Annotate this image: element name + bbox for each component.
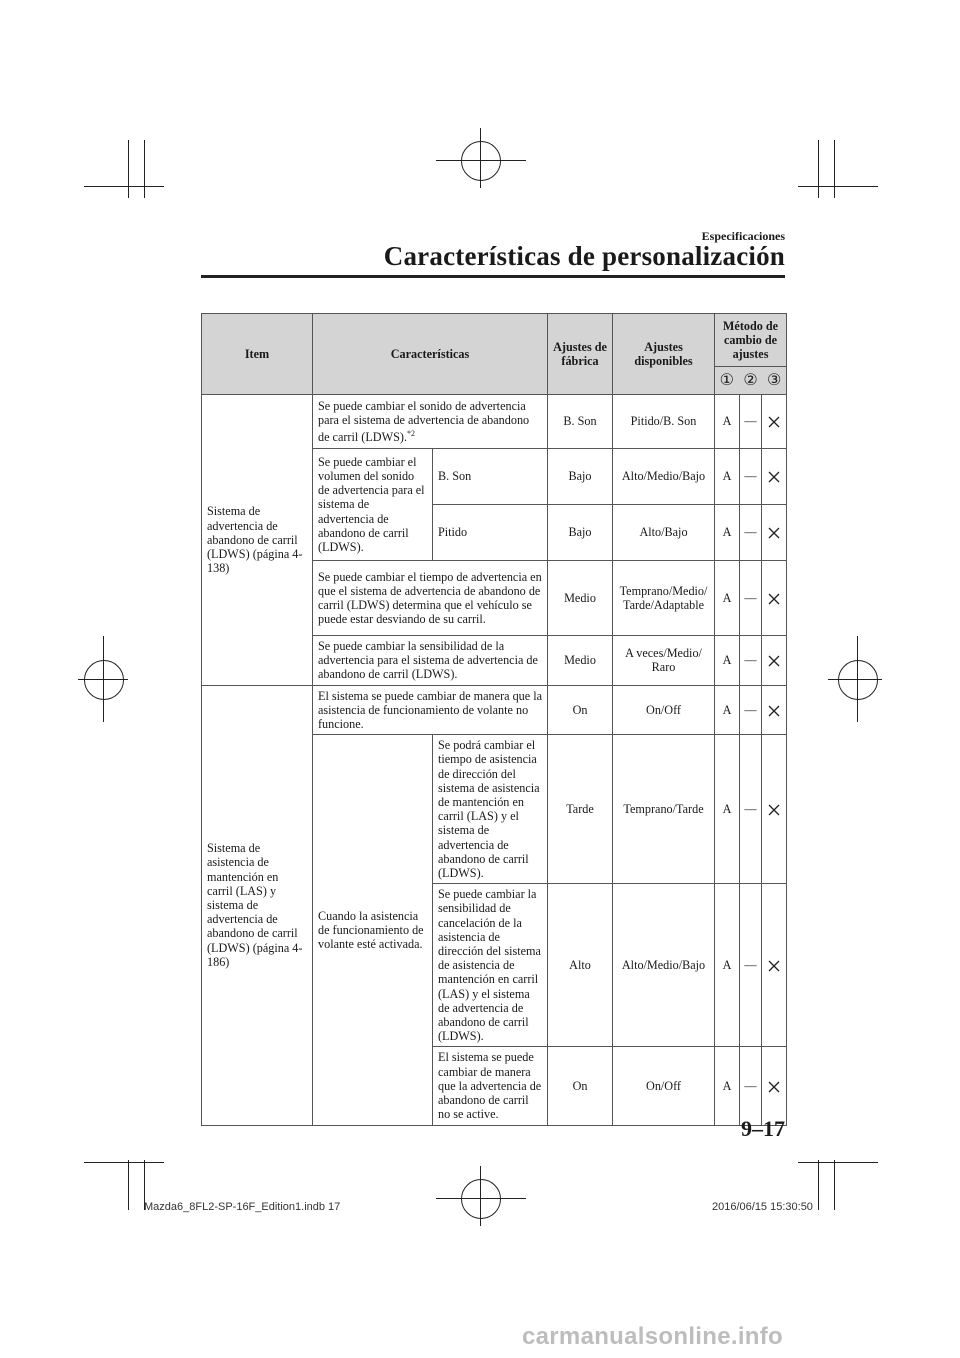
header-factory: Ajustes de fábrica	[548, 314, 613, 395]
method-col-2: ②	[743, 371, 758, 389]
available-cell: Alto/Bajo	[613, 505, 715, 561]
method-a: A	[715, 505, 740, 561]
factory-cell: On	[548, 685, 613, 735]
page-number: 9–17	[741, 1116, 785, 1141]
footer-filename: Mazda6_8FL2-SP-16F_Edition1.indb 17	[144, 1201, 341, 1213]
header-item: Item	[202, 314, 313, 395]
section-label: Especificaciones	[701, 229, 785, 243]
x-icon	[762, 395, 787, 449]
factory-cell: On	[548, 1047, 613, 1125]
available-cell: Alto/Medio/Bajo	[613, 449, 715, 505]
method-numbers	[715, 367, 787, 395]
footer-timestamp: 2016/06/15 15:30:50	[712, 1201, 813, 1213]
method-dash: —	[740, 561, 762, 636]
x-icon	[762, 884, 787, 1047]
title-rule	[201, 275, 785, 278]
group-las: Sistema de asistencia de mantención en carril (LAS) y sistema de advertencia de abandono de carril (LDWS) (página 4-186)	[202, 685, 313, 1125]
sub-feature-cell: B. Son	[433, 449, 548, 505]
table-row	[202, 685, 787, 735]
available-cell: Pitido/B. Son	[613, 395, 715, 449]
sub-feature-cell: Se podrá cambiar el tiempo de asistencia de dirección del sistema de asistencia de mantención en carril (LAS) y el sistema de advertencia de abandono de carril (LDWS).	[433, 735, 548, 884]
x-icon	[762, 735, 787, 884]
x-icon	[762, 505, 787, 561]
method-a: A	[715, 1047, 740, 1125]
feature-cell: El sistema se puede cambiar de manera que la asistencia de funcionamiento de volante no funcione.	[313, 685, 548, 735]
page-title: Características de personalización	[383, 241, 785, 271]
method-dash: —	[740, 884, 762, 1047]
available-cell: Temprano/Tarde	[613, 735, 715, 884]
feature-cell: Se puede cambiar la sensibilidad de la advertencia para el sistema de advertencia de abandono de carril (LDWS).	[313, 636, 548, 686]
factory-cell: Alto	[548, 884, 613, 1047]
factory-cell: Bajo	[548, 449, 613, 505]
customization-table	[201, 313, 787, 1126]
method-a: A	[715, 449, 740, 505]
method-dash: —	[740, 735, 762, 884]
available-cell: On/Off	[613, 1047, 715, 1125]
method-a: A	[715, 685, 740, 735]
method-a: A	[715, 636, 740, 686]
x-icon	[762, 1047, 787, 1125]
factory-cell: B. Son	[548, 395, 613, 449]
factory-cell: Medio	[548, 561, 613, 636]
x-icon	[762, 636, 787, 686]
header-available: Ajustes disponibles	[613, 314, 715, 395]
available-cell: A veces/Medio/ Raro	[613, 636, 715, 686]
method-dash: —	[740, 1047, 762, 1125]
x-icon	[762, 685, 787, 735]
feature-cell: Se puede cambiar el sonido de advertencia para el sistema de advertencia de abandono de carril (LDWS).$^{*2}$	[313, 395, 548, 449]
factory-cell: Medio	[548, 636, 613, 686]
factory-cell: Tarde	[548, 735, 613, 884]
method-dash: —	[740, 505, 762, 561]
header-method: Método de cambio de ajustes	[715, 314, 787, 367]
feature-parent-active: Cuando la asistencia de funcionamiento de volante esté activada.	[313, 735, 433, 1125]
header-features: Características	[313, 314, 548, 395]
feature-parent-volume: Se puede cambiar el volumen del sonido de advertencia para el sistema de advertencia de abandono de carril (LDWS).	[313, 449, 433, 561]
watermark: carmanualsonline.info	[522, 1323, 784, 1350]
available-cell: Temprano/Medio/ Tarde/Adaptable	[613, 561, 715, 636]
group-ldws: Sistema de advertencia de abandono de carril (LDWS) (página 4-138)	[202, 395, 313, 686]
header-row	[202, 314, 787, 367]
method-dash: —	[740, 449, 762, 505]
available-cell: On/Off	[613, 685, 715, 735]
method-a: A	[715, 561, 740, 636]
method-dash: —	[740, 685, 762, 735]
method-a: A	[715, 884, 740, 1047]
method-col-3: ③	[766, 371, 782, 389]
method-dash: —	[740, 636, 762, 686]
method-dash: —	[740, 395, 762, 449]
feature-cell: Se puede cambiar el tiempo de advertencia en que el sistema de advertencia de abandono de carril (LDWS) determina que el vehículo se puede estar desviando de su carril.	[313, 561, 548, 636]
method-a: A	[715, 395, 740, 449]
x-icon	[762, 561, 787, 636]
x-icon	[762, 449, 787, 505]
table-row	[202, 395, 787, 449]
sub-feature-cell: Se puede cambiar la sensibilidad de cancelación de la asistencia de dirección del sistema de asistencia de mantención en carril (LAS) y el sistema de advertencia de abandono de carril (LDWS).	[433, 884, 548, 1047]
sub-feature-cell: El sistema se puede cambiar de manera que la advertencia de abandono de carril no se active.	[433, 1047, 548, 1125]
sub-feature-cell: Pitido	[433, 505, 548, 561]
available-cell: Alto/Medio/Bajo	[613, 884, 715, 1047]
factory-cell: Bajo	[548, 505, 613, 561]
method-a: A	[715, 735, 740, 884]
method-col-1: ①	[719, 371, 735, 389]
